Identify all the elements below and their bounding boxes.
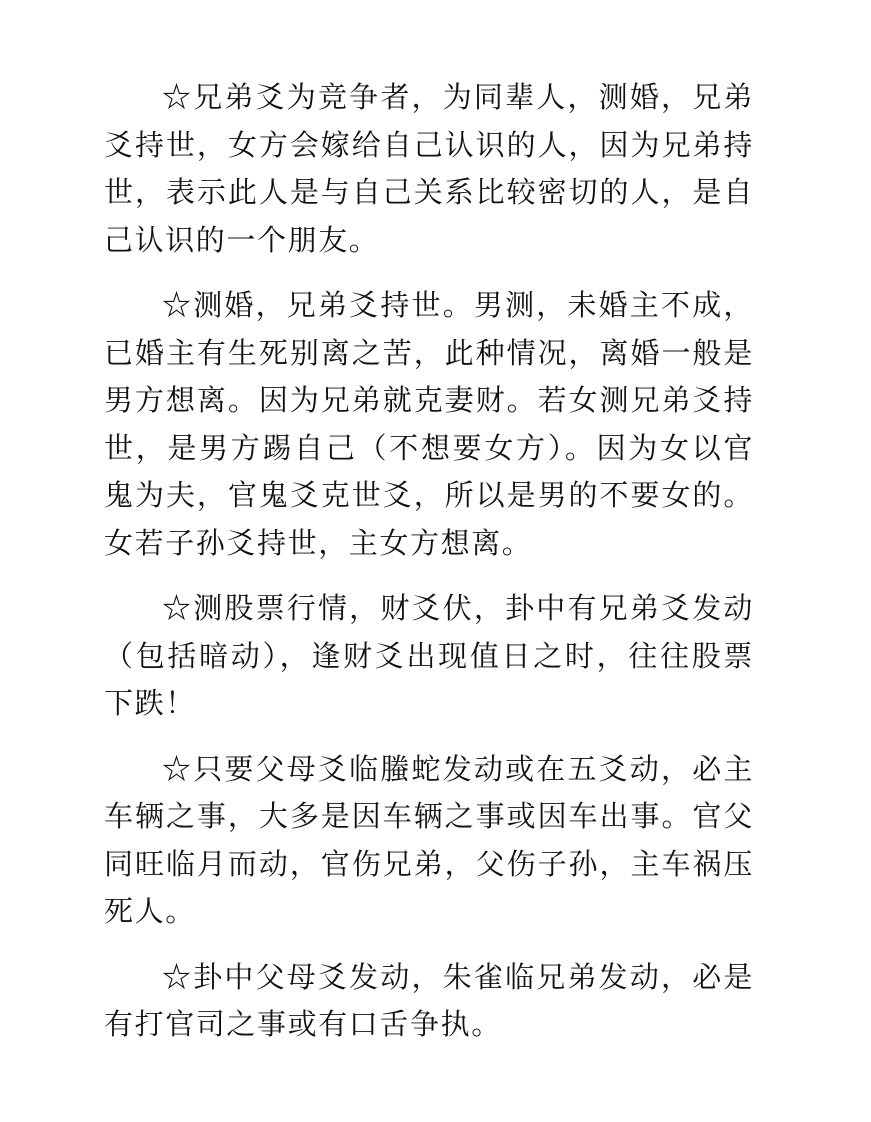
paragraph-vehicle-matters: ☆只要父母爻临螣蛇发动或在五爻动，必主车辆之事，大多是因车辆之事或因车出事。官父同旺临月而动，官伤兄弟，父伤子孙，主车祸压死人。 bbox=[104, 751, 754, 928]
paragraph-brother-competitor: ☆兄弟爻为竞争者，为同辈人，测婚，兄弟爻持世，女方会嫁给自己认识的人，因为兄弟持世，表示此人是与自己关系比较密切的人，是自己认识的一个朋友。 bbox=[104, 80, 754, 257]
paragraph-marriage-brother-holds-world: ☆测婚，兄弟爻持世。男测，未婚主不成，已婚主有生死别离之苦，此种情况，离婚一般是男方想离。因为兄弟就克妻财。若女测兄弟爻持世，是男方踢自己（不想要女方）。因为女以官鬼为夫，官鬼爻克世爻，所以是男的不要女的。女若子孙爻持世，主女方想离。 bbox=[104, 288, 754, 560]
paragraph-stock-market: ☆测股票行情，财爻伏，卦中有兄弟爻发动（包括暗动），逢财爻出现值日之时，往往股票下跌！ bbox=[104, 591, 754, 720]
document-page bbox=[104, 74, 754, 1067]
paragraph-lawsuit-dispute: ☆卦中父母爻发动，朱雀临兄弟发动，必是有打官司之事或有口舌争执。 bbox=[104, 959, 754, 1041]
